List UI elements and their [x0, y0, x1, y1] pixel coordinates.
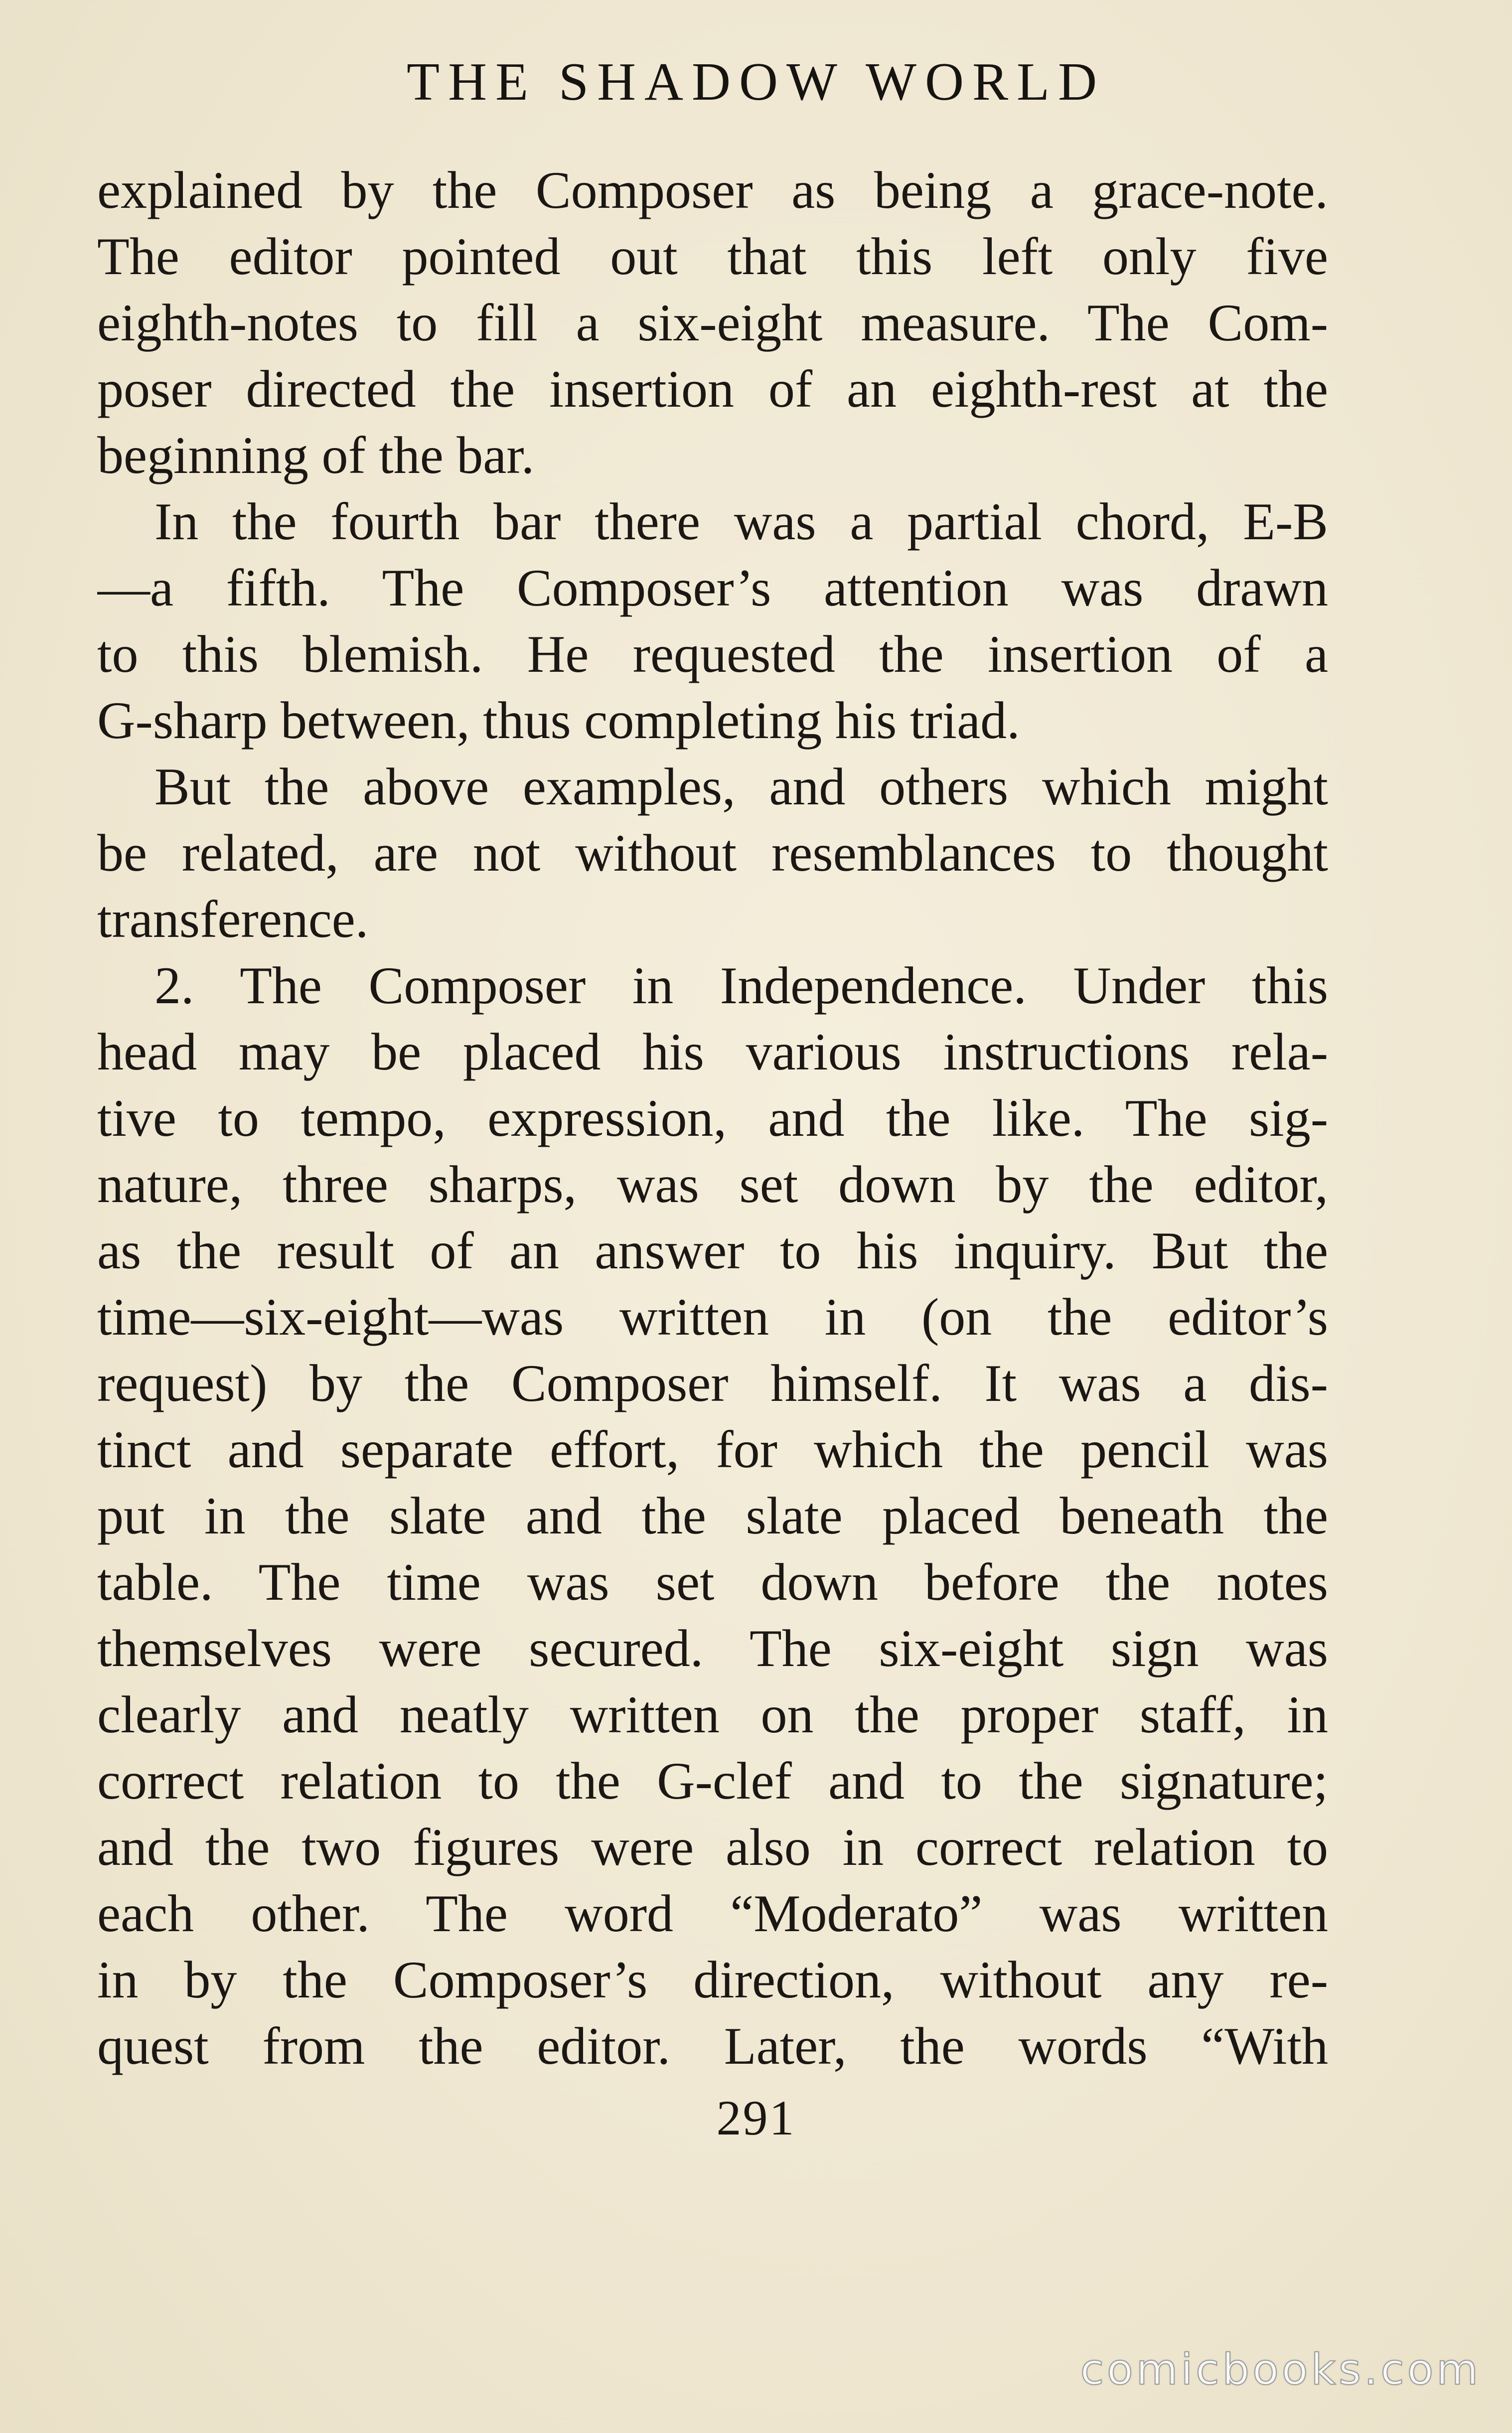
text-line: as the result of an answer to his inquiry. But the [97, 1221, 1328, 1280]
text-line: quest from the editor. Later, the words “With [97, 2017, 1328, 2075]
text-line: tinct and separate effort, for which the pencil was [97, 1420, 1328, 1479]
text-line: 2. The Composer in Independence. Under this [154, 956, 1328, 1015]
text-line: and the two figures were also in correct relation to [97, 1818, 1328, 1876]
text-line: put in the slate and the slate placed beneath the [97, 1487, 1328, 1545]
text-line: The editor pointed out that this left only five [97, 227, 1328, 286]
text-line: request) by the Composer himself. It was a dis- [97, 1354, 1328, 1412]
text-line: —a fifth. The Composer’s attention was drawn [97, 559, 1328, 617]
text-line: clearly and neatly written on the proper staff, in [97, 1685, 1328, 1744]
text-line: In the fourth bar there was a partial chord, E-B [154, 492, 1328, 551]
text-line: explained by the Composer as being a grace-note. [97, 161, 1328, 219]
text-line: G-sharp between, thus completing his triad. [97, 691, 1020, 750]
text-line: each other. The word “Moderato” was written [97, 1884, 1328, 1943]
text-line: beginning of the bar. [97, 426, 535, 484]
text-line: But the above examples, and others which might [154, 758, 1328, 816]
text-line: tive to tempo, expression, and the like. The sig- [97, 1089, 1328, 1147]
text-line: time—six-eight—was written in (on the editor’s [97, 1288, 1328, 1346]
watermark: comicbooks.com [1080, 2345, 1481, 2395]
text-line: correct relation to the G-clef and to the signature; [97, 1752, 1328, 1810]
running-head: THE SHADOW WORLD [407, 52, 1105, 112]
text-line: nature, three sharps, was set down by the editor, [97, 1155, 1328, 1214]
text-line: head may be placed his various instructions rela- [97, 1023, 1328, 1081]
page-number: 291 [716, 2090, 796, 2145]
text-line: to this blemish. He requested the insertion of a [97, 625, 1328, 683]
text-line: table. The time was set down before the notes [97, 1553, 1328, 1611]
text-line: eighth-notes to fill a six-eight measure. The Com- [97, 294, 1328, 352]
text-line: in by the Composer’s direction, without any re- [97, 1951, 1328, 2009]
body-text [97, 157, 1328, 2079]
text-line: transference. [97, 890, 369, 948]
text-line: themselves were secured. The six-eight sign was [97, 1619, 1328, 1677]
text-line: poser directed the insertion of an eighth-rest at the [97, 360, 1328, 418]
text-line: be related, are not without resemblances to thought [97, 824, 1328, 882]
